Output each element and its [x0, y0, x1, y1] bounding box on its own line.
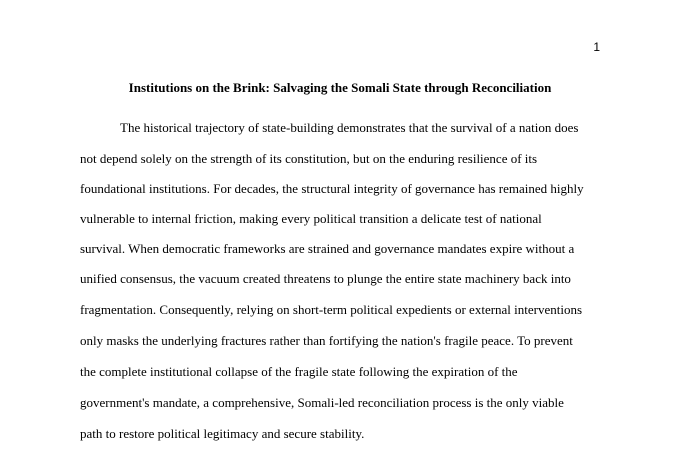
- paragraph-line: The historical trajectory of state-building demonstrates that the survival of a nation does: [120, 120, 579, 135]
- paragraph-line: fragmentation. Consequently, relying on short-term political expedients or external interventions: [80, 302, 583, 317]
- paragraph-line: survival. When democratic frameworks are strained and governance mandates expire without a: [80, 241, 575, 256]
- paragraph-line: path to restore political legitimacy and secure stability.: [80, 426, 365, 441]
- page-number: 1: [593, 40, 600, 54]
- paragraph-line: government's mandate, a comprehensive, Somali-led reconciliation process is the only viable: [80, 395, 564, 410]
- paragraph-line: foundational institutions. For decades, the structural integrity of governance has remained highly: [80, 181, 584, 196]
- paragraph-line: only masks the underlying fractures rather than fortifying the nation's fragile peace. To prevent: [80, 333, 573, 348]
- paragraph-line: vulnerable to internal friction, making every political transition a delicate test of national: [80, 211, 542, 226]
- paragraph-line: unified consensus, the vacuum created threatens to plunge the entire state machinery back into: [80, 271, 571, 286]
- document-title: Institutions on the Brink: Salvaging the Somali State through Reconciliation: [128, 80, 552, 95]
- paragraph-line: the complete institutional collapse of the fragile state following the expiration of the: [80, 364, 518, 379]
- paragraph-line: not depend solely on the strength of its constitution, but on the enduring resilience of its: [80, 151, 538, 166]
